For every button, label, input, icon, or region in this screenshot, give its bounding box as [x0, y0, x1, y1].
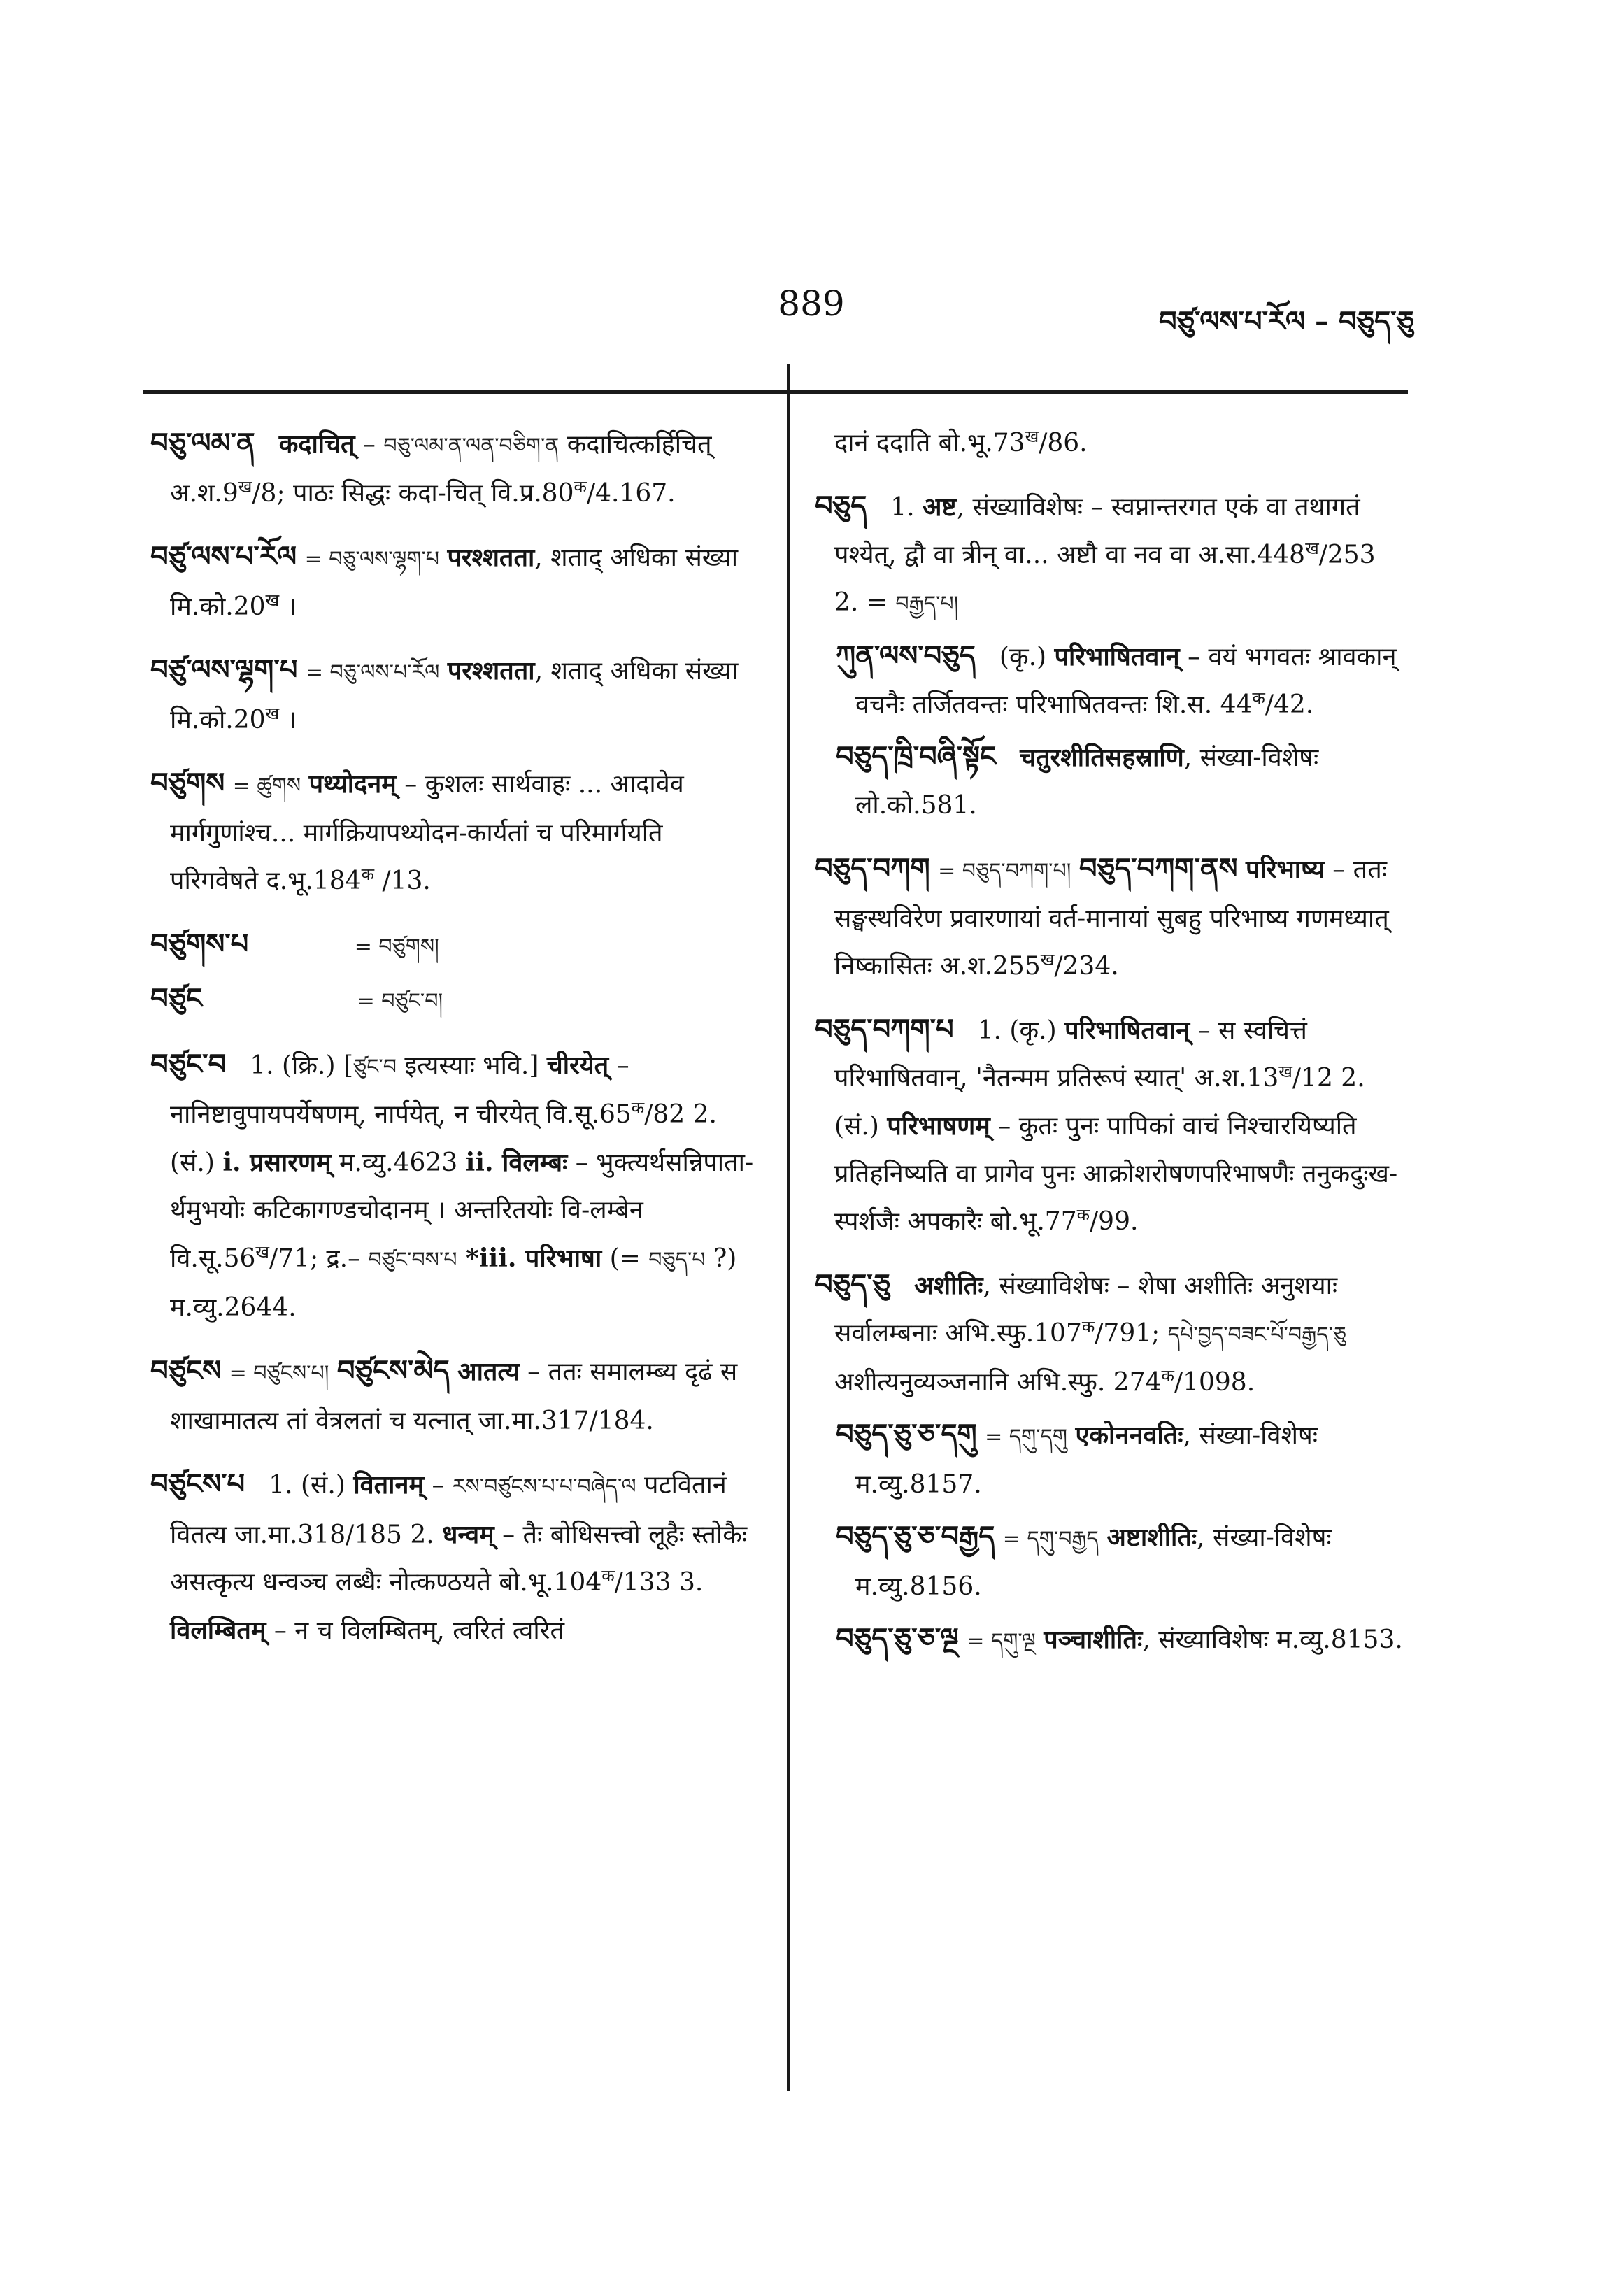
tibetan-headword: བཅུད་བཀག་པ [815, 1013, 954, 1046]
tibetan-headword: བཙུངས་པ [150, 1467, 245, 1500]
dictionary-entry: བཙུངས་པ 1. (सं.) वितानम् – རས་བཙུངས་པ་པ་བཞེད་ལ पटवितानं वितत्य जा.मा.318/185 2. धन्वम् – तैः बोधिसत्त्वो लूहैः स्तोकैः असत्कृत्य धन्वञ्च लब्धैः नोत्कण्ठयते $बो.भू.104^क/133$ 3. विलम्बितम् – न च विलम्बितम्, त्वरितं त्वरितं [150, 1467, 748, 1645]
dictionary-subentry: བཅུད་ཅུ་ཅ་བརྒྱད = དགུ་བརྒྱད अष्टाशीतिः, संख्या-विशेषः म.व्यु.8156. [836, 1520, 1332, 1601]
left-column [150, 420, 759, 1670]
tibetan-headword: བཙུང [150, 982, 203, 1015]
sanskrit-equivalent: वितानम् [353, 1470, 425, 1500]
tibetan-phrase: བཅུ་ལམ་ན་ལན་བཅིག་ན [383, 434, 560, 458]
sanskrit-equivalent: चीरयेत् [546, 1051, 609, 1080]
tibetan-headword: བཅུད་ཅུ་ཅ་དགུ [836, 1418, 977, 1451]
dictionary-entry: བཅུད་བཀག་པ 1. (कृ.) परिभाषितवान् – स स्वचित्तं परिभाषितवान्, 'नैतन्मम प्रतिरूपं स्यात्' $अ.श.13^ख/12$ 2. (सं.) परिभाषणम् – कुतः पुनः पापिकां वाचं निश्चारयिष्यति प्रतिहनिष्यति वा प्रागेव पुनः आक्रोशरोषणपरिभाषणैः तनुकदुःख-स्पर्शजैः अपकारैः $बो.भू.77^क/99$. [815, 1013, 1398, 1236]
tibetan-headword: བཅུད་བཀག [815, 852, 930, 885]
tibetan-headword: བཅུད་ཁྲི་བཞི་སྟོང [836, 740, 997, 773]
cross-reference: = དགུ་བརྒྱད [1002, 1527, 1099, 1551]
dictionary-entry [150, 975, 759, 1025]
cross-reference: = ཚུགས [232, 774, 301, 798]
tibetan-headword: བཙུ་ལས་ལྷག་པ [150, 653, 298, 686]
tibetan-headword: ཀུན་ལས་བཅུད [836, 639, 976, 672]
sanskrit-equivalent: परश्शतता [447, 543, 535, 572]
dictionary-entry: བཙུ་ལས་པ་རོལ = བཅུ་ལས་ལྷག་པ परश्शतता, शताद् अधिका संख्या $मि.को.20^ख$ । [150, 540, 739, 621]
cross-reference: = བཅུད་བཀག་པ། [938, 859, 1071, 883]
dictionary-subentry: ཀུན་ལས་བཅུད (कृ.) परिभाषितवान् – वयं भगवतः श्रावकान् वचनैः तर्जितवन्तः परिभाषितवन्तः शि.स. $44^क/42$. [836, 639, 1397, 719]
dictionary-subentry: བཅུད་ཅུ་ཅ་དགུ = དགུ་དགུ एकोननवतिः, संख्या-विशेषः म.व्यु.8157. [836, 1418, 1318, 1499]
continued-entry: दानं ददाति $बो.भू.73^ख/86$. [834, 427, 1088, 457]
dictionary-entry: བཙུང་བ 1. (क्रि.) [ཙུང་བ इत्यस्याः भवि.] चीरयेत् – नानिष्टावुपायपर्येषणम्, नार्पयेत्, न चीरयेत् $वि.सू.65^क/82$ 2. (सं.) i. प्रसारणम् म.व्यु.4623 ii. विलम्बः – भुक्त्यर्थसन्निपाता-र्थमुभयोः कटिकागण्डचोदानम् । अन्तरितयोः वि-लम्बेन $वि.सू.56^ख/71$; द्र.– བཙུང་བས་པ *iii. परिभाषा (= བཅུད་པ ?) म.व्यु.2644. [150, 1048, 754, 1322]
tibetan-headword: བཅུ་ལམ་ན [150, 427, 255, 460]
dictionary-subentry: བཅུད་ཅུ་ཅ་ལྔ = དགུ་ལྔ पञ्चाशीतिः, संख्याविशेषः म.व्यु.8153. [836, 1622, 1403, 1655]
tibetan-headword: བཙུ་ལས་པ་རོལ [150, 540, 297, 573]
sanskrit-equivalent: पथ्योदनम् [308, 769, 397, 799]
cross-reference: = བཙུགས། [354, 934, 439, 959]
tibetan-headword: བཙུངས [150, 1354, 222, 1387]
cross-reference: = དགུ་དགུ [985, 1425, 1068, 1449]
sanskrit-equivalent: आतत्य [457, 1357, 520, 1386]
sanskrit-equivalent: परिभाष्य [1245, 855, 1325, 884]
column-divider [787, 364, 790, 2091]
page-number: 889 [778, 283, 845, 324]
cross-reference: = བཙུང་བ། [357, 989, 443, 1013]
right-column [815, 420, 1406, 1681]
tibetan-headword: བཅུད་ཅུ་ཅ་བརྒྱད [836, 1520, 995, 1553]
dictionary-entry [150, 920, 759, 971]
cross-reference: = བཙུངས་པ། [229, 1361, 329, 1386]
cross-reference: = བཅུ་ལས་ལྷག་པ [304, 547, 440, 571]
sanskrit-equivalent: अष्टाशीतिः [1106, 1523, 1197, 1552]
dictionary-entry: བཅུད་ཅུ अशीतिः, संख्याविशेषः – शेषा अशीतिः अनुशयाः सर्वालम्बनाः $अभि.स्फु.107^क/791$; དཔེ་བྱད་བཟང་པོ་བརྒྱད་ཅུ अशीत्यनुव्यञ्जनानि अभि.स्फु. $274^क/1098$. [815, 1268, 1346, 1397]
header-rule [143, 390, 1408, 394]
sanskrit-equivalent: पञ्चाशीतिः [1044, 1625, 1143, 1654]
cross-reference: = དགུ་ལྔ [967, 1629, 1036, 1653]
sanskrit-equivalent: अष्ट [923, 492, 957, 522]
sanskrit-equivalent: एकोननवतिः [1075, 1421, 1183, 1450]
tibetan-headword: བཅུད [815, 490, 867, 522]
sanskrit-equivalent: कदाचित् [278, 429, 355, 459]
dictionary-entry: བཅུད་བཀག = བཅུད་བཀག་པ། བཅུད་བཀག་ནས परिभाष्य – ततः सङ्घस्थविरेण प्रवारणायां वर्त-मानायां सुबहु परिभाष्य गणमध्यात् निष्कासितः $अ.श.255^ख/234$. [815, 852, 1389, 981]
tibetan-headword: བཙུང་བ [150, 1048, 227, 1081]
sanskrit-equivalent: चतुरशीतिसहस्राणि [1020, 743, 1184, 772]
tibetan-headword: བཅུད་ཅུ [815, 1268, 891, 1301]
sanskrit-equivalent: परिभाषितवान् [1064, 1016, 1190, 1045]
tibetan-headword: བཅུད་ཅུ་ཅ་ལྔ [836, 1622, 959, 1655]
sanskrit-equivalent: परश्शतता [447, 656, 535, 685]
dictionary-subentry: བཅུད་ཁྲི་བཞི་སྟོང चतुरशीतिसहस्राणि, संख्या-विशेषः लो.को.581. [836, 740, 1319, 820]
tibetan-headword: བཙུགས [150, 767, 225, 799]
tibetan-subheadword: བཅུད་བཀག་ནས [1078, 852, 1238, 885]
dictionary-entry: བཙུགས = ཚུགས पथ्योदनम् – कुशलः सार्थवाहः ... आदावेव मार्गगुणांश्च... मार्गक्रियापथ्योदन-कार्यतां च परिमार्गयति परिगवेषते $द.भू.184^क$ /13. [150, 767, 684, 895]
sanskrit-equivalent: अशीतिः [914, 1271, 983, 1300]
running-head: བཙུ་ལས་པ་རོལ – བཅུད་ཅུ [1158, 305, 1414, 338]
tibetan-subheadword: བཙུངས་མེད [336, 1354, 450, 1387]
dictionary-entry: བཅུད 1. अष्ट, संख्याविशेषः – स्वप्नान्तरगत एकं वा तथागतं पश्येत्, द्वौ वा त्रीन् वा... अष्टौ वा नव वा $अ.सा.448^ख/253$ 2. = བརྒྱད་པ། [815, 490, 1376, 617]
dictionary-entry: བཙུངས = བཙུངས་པ། བཙུངས་མེད आतत्य – ततः समालम्ब्य दृढं स शाखामातत्य तां वेत्रलतां च यत्नात् जा.मा.317/184. [150, 1354, 738, 1435]
dictionary-entry: བཅུ་ལམ་ན कदाचित् – བཅུ་ལམ་ན་ལན་བཅིག་ན कदाचित्कर्हिचित् $अ.श.9^ख/8$; पाठः सिद्धः कदा-चित् $वि.प्र.80^क/4.167$. [150, 427, 712, 508]
tibetan-headword: བཙུགས་པ [150, 927, 249, 960]
sanskrit-equivalent: परिभाषितवान् [1054, 642, 1180, 671]
cross-reference: = བཅུ་ལས་པ་རོལ [305, 660, 440, 685]
dictionary-entry: བཙུ་ལས་ལྷག་པ = བཅུ་ལས་པ་རོལ परश्शतता, शताद् अधिका संख्या $मि.को.20^ख$ । [150, 653, 739, 734]
